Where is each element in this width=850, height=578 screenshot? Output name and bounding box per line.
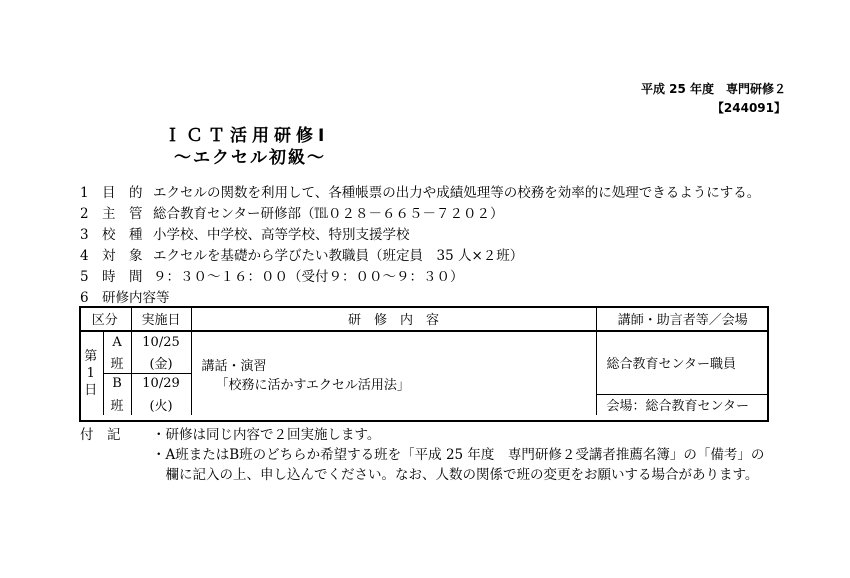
venue-cell: 会場：総合教育センター (606, 399, 749, 415)
group-b-suffix: 班 (103, 394, 131, 415)
date-a: 10/25 (131, 331, 191, 352)
schedule-table (79, 306, 769, 415)
item-label: 時 間 (102, 269, 143, 285)
notes-section (80, 425, 765, 483)
note-item: ・A班またはB班のどちらか希望する班を「平成 25 年度 専門研修２受講者推薦名簿」の「備考」の (152, 447, 765, 463)
content-cell (191, 331, 596, 415)
detail-purpose (80, 183, 760, 204)
detail-school-type (80, 225, 760, 246)
item-number: 4 (80, 248, 89, 264)
note-item: 欄に記入の上、申し込んでください。なお、人数の関係で班の変更をお願いする場合があります。 (152, 467, 759, 483)
item-number: 1 (80, 185, 89, 201)
day-label: 第 1 日 (79, 331, 103, 415)
header-content: 研 修 内 容 (191, 306, 596, 331)
detail-time (80, 267, 760, 288)
item-value: 総合教育センター研修部（℡０２８－６６５－７２０２） (153, 206, 504, 222)
item-number: 3 (80, 227, 89, 243)
item-label: 主 管 (102, 206, 143, 222)
item-number: 5 (80, 269, 89, 285)
detail-organizer (80, 204, 760, 225)
note-item: ・研修は同じ内容で２回実施します。 (152, 427, 381, 443)
item-number: 2 (80, 206, 89, 222)
group-b: B (103, 373, 131, 394)
detail-target (80, 246, 760, 267)
header-date: 実施日 (131, 306, 191, 331)
item-value: エクセルを基礎から学びたい教職員（班定員 35 人×２班） (153, 248, 524, 264)
item-label: 目 的 (102, 185, 143, 201)
group-a-suffix: 班 (103, 352, 131, 373)
header-staff: 講師・助言者等／会場 (596, 306, 769, 331)
content-line: 講話・演習 (201, 358, 267, 374)
date-b: 10/29 (131, 373, 191, 394)
notes-label: 付 記 (80, 427, 121, 443)
item-value: ９：３０～１６：００（受付９：００～９：３０） (153, 269, 464, 285)
staff-cell: 総合教育センター職員 (596, 331, 769, 394)
item-value: 小学校、中学校、高等学校、特別支援学校 (153, 227, 410, 243)
item-label: 研修内容等 (102, 290, 170, 306)
course-code: 【244091】 (711, 101, 786, 115)
item-label: 対 象 (102, 248, 143, 264)
item-label: 校 種 (102, 227, 143, 243)
weekday-b: (火) (131, 394, 191, 415)
content-line: 「校務に活かすエクセル活用法」 (215, 377, 410, 393)
group-a: A (103, 331, 131, 352)
course-details (80, 183, 760, 309)
course-subtitle: ～エクセル初級～ (174, 148, 326, 168)
item-number: 6 (80, 290, 89, 306)
weekday-a: (金) (131, 352, 191, 373)
item-value: エクセルの関数を利用して、各種帳票の出力や成績処理等の校務を効率的に処理できるようにする。 (153, 185, 761, 201)
header-division: 区分 (79, 306, 131, 331)
course-title: ＩＣＴ活用研修Ⅰ (164, 126, 330, 146)
header-year-label: 平成 25 年度 専門研修２ (640, 82, 786, 96)
